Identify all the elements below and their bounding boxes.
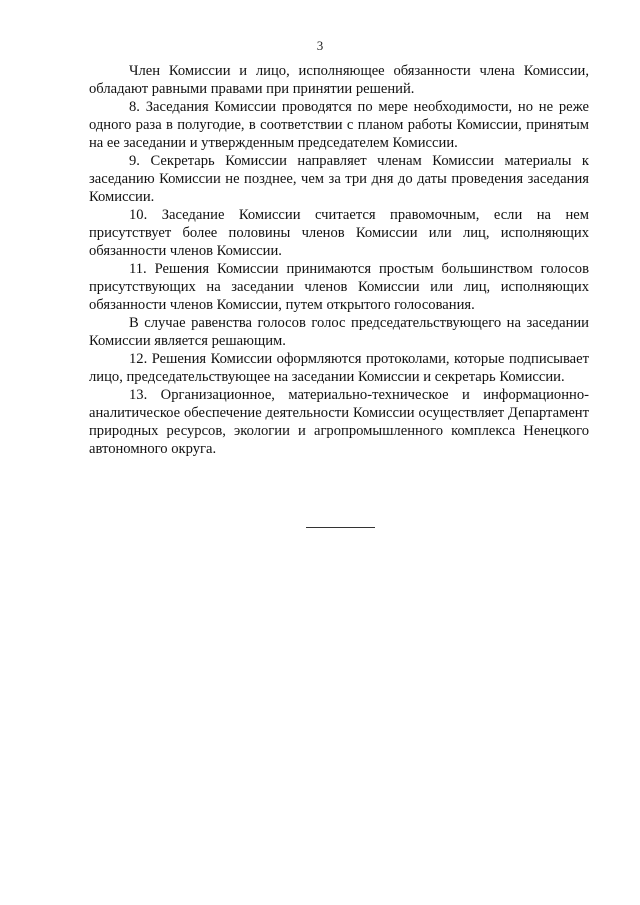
paragraph-10-quorum: 10. Заседание Комиссии считается правомочным, если на нем присутствует более половины членов Комиссии или лиц, исполняющих обязанности членов Комиссии. — [89, 207, 589, 259]
paragraph-12-protocols: 12. Решения Комиссии оформляются протоколами, которые подписывает лицо, председательствующее на заседании Комиссии и секретарь Комиссии. — [89, 351, 589, 385]
paragraph-8-meetings: 8. Заседания Комиссии проводятся по мере необходимости, но не реже одного раза в полугодие, в соответствии с планом работы Комиссии, принятым на ее заседании и утвержденным председателем Комиссии. — [89, 99, 589, 151]
paragraph-tie-vote: В случае равенства голосов голос председательствующего на заседании Комиссии является решающим. — [89, 315, 589, 349]
page-number: 3 — [316, 38, 324, 53]
paragraph-member-rights: Член Комиссии и лицо, исполняющее обязанности члена Комиссии, обладают равными правами при принятии решений. — [89, 63, 589, 97]
paragraph-13-support: 13. Организационное, материально-техническое и информационно-аналитическое обеспечение деятельности Комиссии осуществляет Департамент природных ресурсов, экологии и агропромышленного комплекса Ненецкого автономного округа. — [89, 387, 589, 457]
paragraph-11-decisions: 11. Решения Комиссии принимаются простым большинством голосов присутствующих на заседании членов Комиссии или лиц, исполняющих обязанности членов Комиссии, путем открытого голосования. — [89, 261, 589, 313]
document-body — [89, 62, 589, 458]
paragraph-9-secretary: 9. Секретарь Комиссии направляет членам Комиссии материалы к заседанию Комиссии не позднее, чем за три дня до даты проведения заседания Комиссии. — [89, 153, 589, 205]
closing-divider — [306, 527, 375, 528]
